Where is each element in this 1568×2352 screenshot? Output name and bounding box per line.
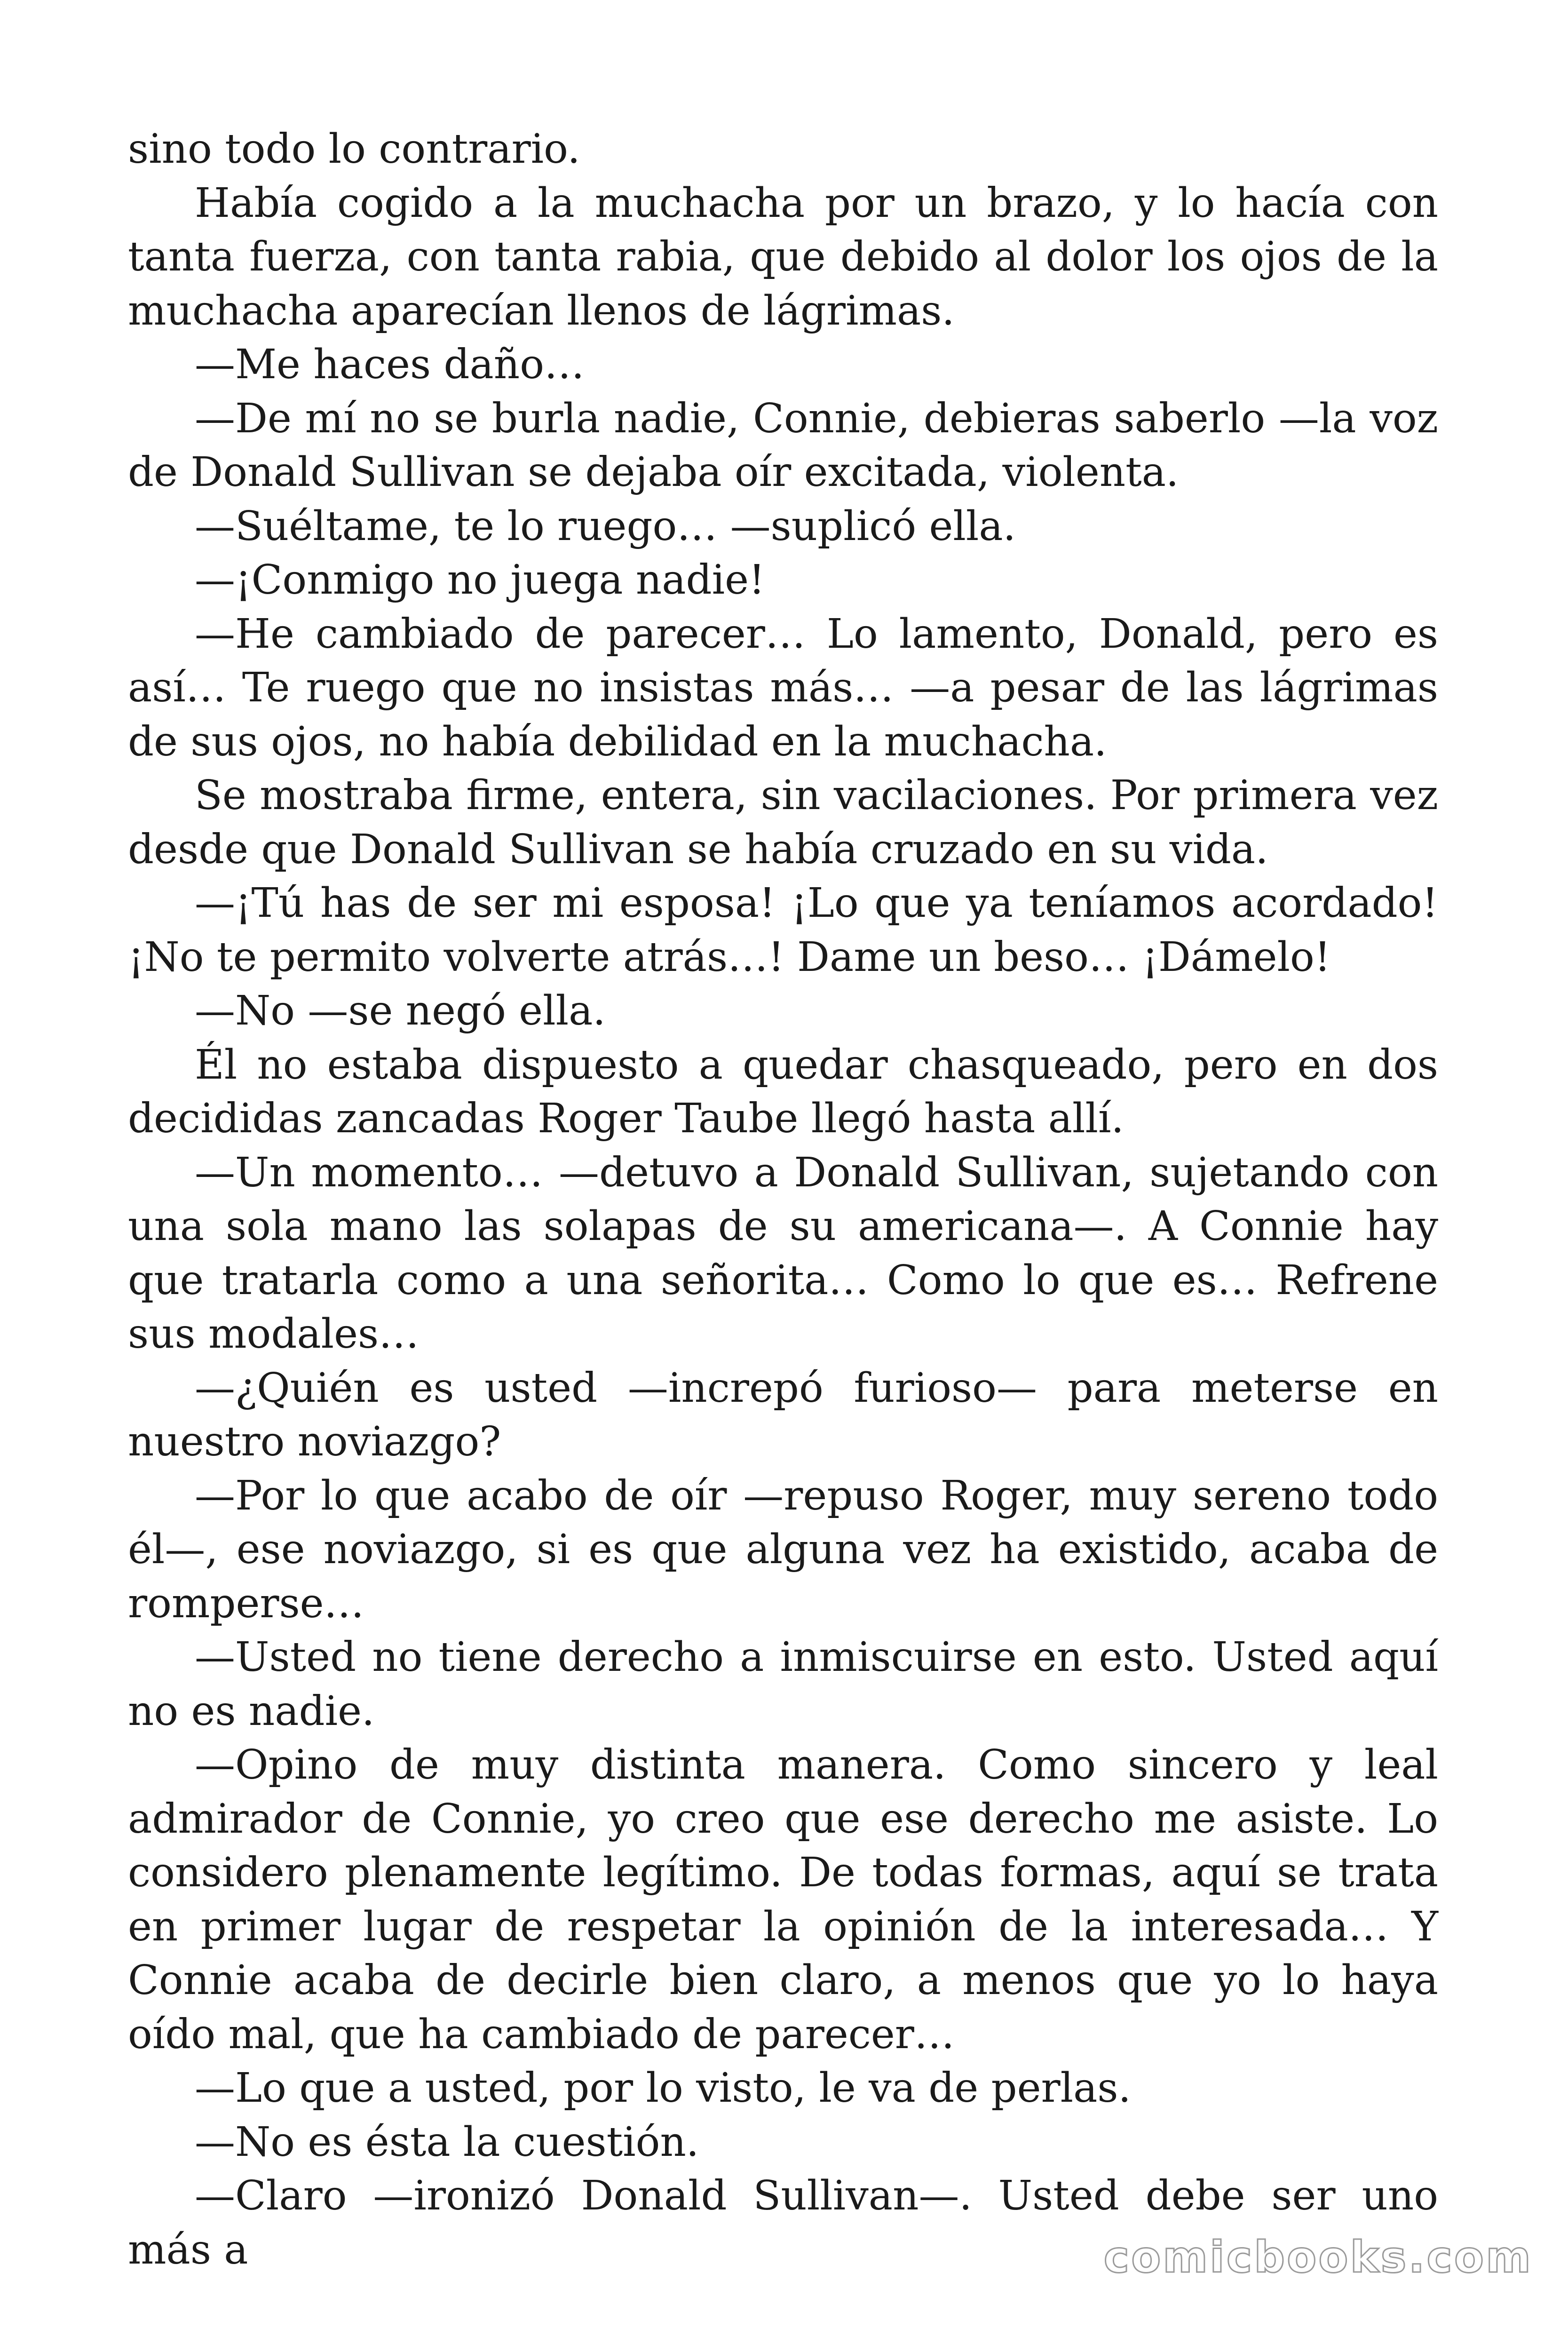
paragraph: Se mostraba firme, entera, sin vacilaciones. Por primera vez desde que Donald Sullivan se había cruzado en su vida. [128,772,1438,873]
paragraph: —No —se negó ella. [195,987,606,1034]
paragraph: —Me haces daño… [195,341,585,388]
paragraph: —De mí no se burla nadie, Connie, debieras saberlo —la voz de Donald Sullivan se dejaba oír excitada, violenta. [128,395,1438,496]
paragraph: —He cambiado de parecer… Lo lamento, Donald, pero es así… Te ruego que no insistas más… —a pesar de las lágrimas de sus ojos, no había debilidad en la muchacha. [128,610,1438,765]
paragraph: —¡Tú has de ser mi esposa! ¡Lo que ya teníamos acordado! ¡No te permito volverte atrás…! Dame un beso… ¡Dámelo! [128,880,1438,981]
paragraph: —Lo que a usted, por lo visto, le va de perlas. [195,2065,1131,2112]
paragraph: sino todo lo contrario. [128,126,580,173]
paragraph: Él no estaba dispuesto a quedar chasqueado, pero en dos decididas zancadas Roger Taube llegó hasta allí. [128,1041,1438,1142]
paragraph: —Suéltame, te lo ruego… —suplicó ella. [195,502,1016,550]
page-text [128,122,1438,2277]
paragraph: —Un momento… —detuvo a Donald Sullivan, sujetando con una sola mano las solapas de su americana—. A Connie hay que tratarla como a una señorita… Como lo que es… Refrene sus modales… [128,1149,1438,1358]
paragraph: —Por lo que acabo de oír —repuso Roger, muy sereno todo él—, ese noviazgo, si es que alguna vez ha existido, acaba de romperse… [128,1472,1438,1627]
paragraph: —¡Conmigo no juega nadie! [195,556,765,604]
paragraph: Había cogido a la muchacha por un brazo, y lo hacía con tanta fuerza, con tanta rabia, que debido al dolor los ojos de la muchacha aparecían llenos de lágrimas. [128,179,1438,334]
watermark: comicbooks.com [1103,2232,1533,2282]
paragraph: —Claro —ironizó Donald Sullivan—. Usted debe ser uno más a [128,2172,1438,2273]
paragraph: —Usted no tiene derecho a inmiscuirse en esto. Usted aquí no es nadie. [128,1634,1438,1735]
paragraph: —¿Quién es usted —increpó furioso— para meterse en nuestro noviazgo? [128,1364,1438,1465]
paragraph: —No es ésta la cuestión. [195,2118,699,2166]
paragraph: —Opino de muy distinta manera. Como sincero y leal admirador de Connie, yo creo que ese derecho me asiste. Lo considero plenamente legítimo. De todas formas, aquí se trata en primer lugar de respetar la opinión de la interesada… Y Connie acaba de decirle bien claro, a menos que yo lo haya oído mal, que ha cambiado de parecer… [128,1741,1438,2058]
